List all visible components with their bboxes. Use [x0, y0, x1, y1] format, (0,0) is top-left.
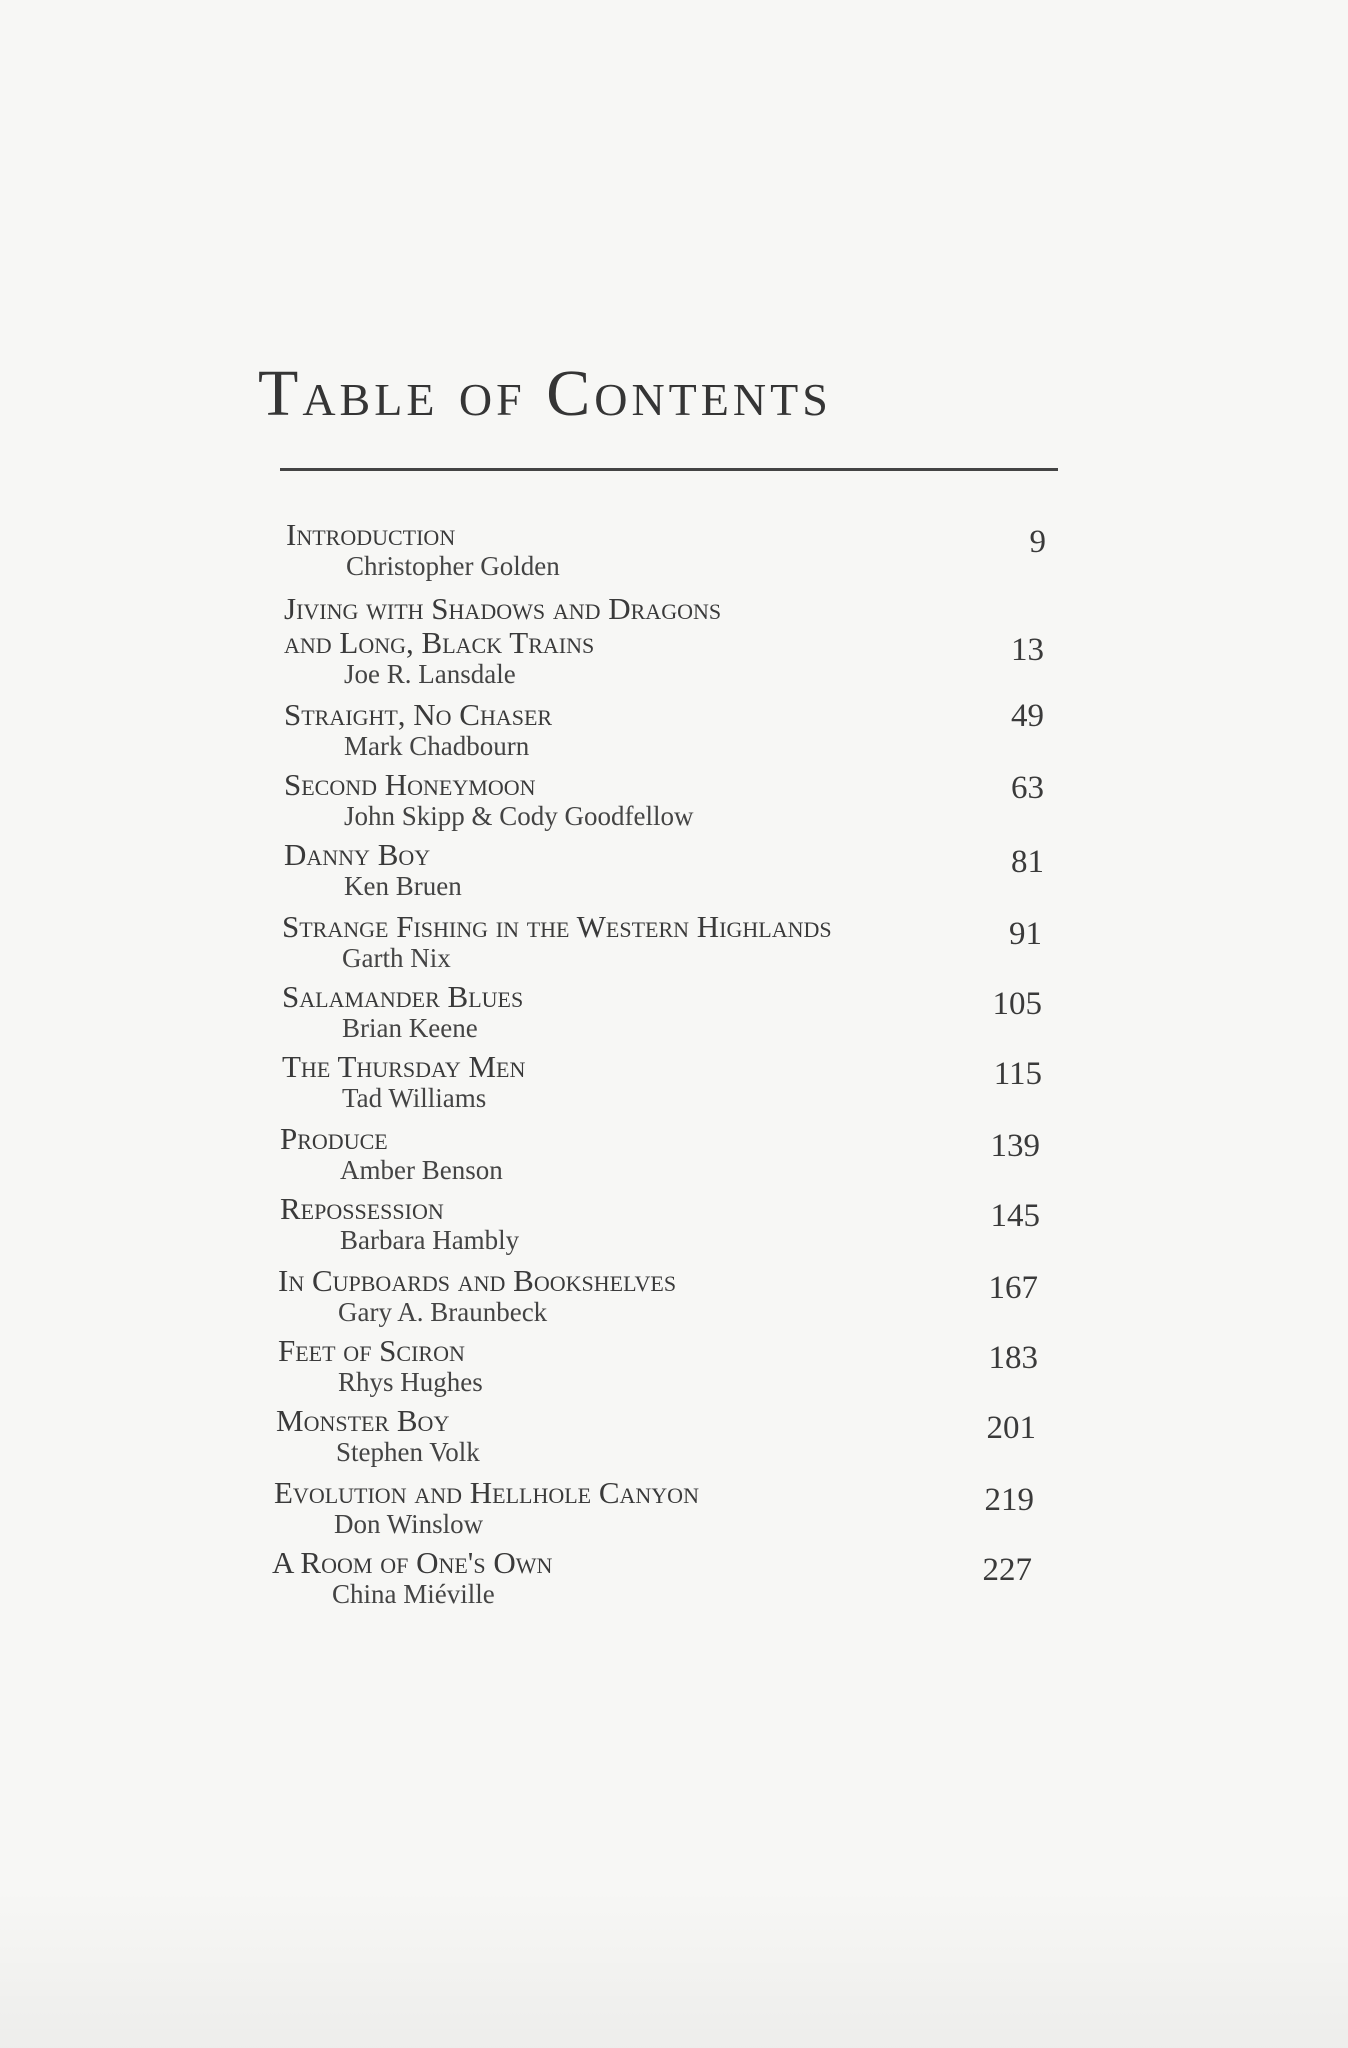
page-number: 81 — [1011, 844, 1044, 880]
story-author: John Skipp & Cody Goodfellow — [344, 801, 694, 831]
story-title: Monster Boy — [276, 1403, 450, 1438]
toc-entry — [282, 980, 1042, 1042]
page-number: 9 — [1029, 524, 1046, 560]
page-number: 139 — [990, 1128, 1040, 1164]
story-title: Jiving with Shadows and Dragons — [284, 591, 722, 626]
story-title: Produce — [280, 1121, 388, 1156]
story-author: Mark Chadbourn — [344, 731, 530, 761]
page-number: 49 — [1011, 698, 1044, 734]
story-title: In Cupboards and Bookshelves — [278, 1263, 677, 1298]
toc-entry — [274, 1476, 1034, 1538]
toc-entry — [286, 518, 1046, 580]
story-title: Evolution and Hellhole Canyon — [274, 1475, 699, 1510]
toc-entry — [276, 1404, 1036, 1466]
story-author: Christopher Golden — [346, 551, 560, 581]
page-title: Table of Contents — [258, 357, 832, 430]
toc-entry — [272, 1546, 1032, 1608]
story-author: Don Winslow — [334, 1509, 484, 1539]
story-title-continued: and Long, Black Trains — [284, 625, 595, 660]
story-title: Introduction — [286, 517, 456, 552]
story-title: Repossession — [280, 1191, 444, 1226]
story-title: Feet of Sciron — [278, 1333, 465, 1368]
toc-entry — [282, 910, 1042, 972]
story-title: A Room of One's Own — [272, 1545, 553, 1580]
story-author: Amber Benson — [340, 1155, 503, 1185]
page-number: 105 — [992, 986, 1042, 1022]
story-title: Salamander Blues — [282, 979, 524, 1014]
toc-entry — [280, 1122, 1040, 1184]
page-number: 63 — [1011, 770, 1044, 806]
toc-entry — [284, 768, 1044, 830]
toc-entry — [284, 698, 1044, 760]
story-title: Straight, No Chaser — [284, 697, 553, 732]
toc-entry — [280, 1192, 1040, 1254]
page-number: 145 — [990, 1198, 1040, 1234]
story-title: Strange Fishing in the Western Highlands — [282, 909, 832, 944]
story-author: Gary A. Braunbeck — [338, 1297, 548, 1327]
page-number: 219 — [984, 1482, 1034, 1518]
page-number: 183 — [988, 1340, 1038, 1376]
page-number: 201 — [986, 1410, 1036, 1446]
story-author: China Miéville — [332, 1579, 495, 1609]
story-author: Barbara Hambly — [340, 1225, 520, 1255]
toc-entry — [284, 838, 1044, 900]
story-title: Danny Boy — [284, 837, 431, 872]
toc-entry — [278, 1334, 1038, 1396]
story-author: Stephen Volk — [336, 1437, 480, 1467]
story-title: The Thursday Men — [282, 1049, 526, 1084]
page-number: 91 — [1009, 916, 1042, 952]
story-author: Garth Nix — [342, 943, 451, 973]
story-author: Tad Williams — [342, 1083, 487, 1113]
page-bottom-shadow — [0, 1888, 1348, 2048]
page-number: 115 — [993, 1056, 1042, 1092]
story-author: Joe R. Lansdale — [344, 659, 516, 689]
toc-entry — [284, 592, 1044, 688]
story-title: Second Honeymoon — [284, 767, 536, 802]
toc-entry — [282, 1050, 1042, 1112]
story-author: Ken Bruen — [344, 871, 462, 901]
toc-entry — [278, 1264, 1038, 1326]
story-author: Brian Keene — [342, 1013, 478, 1043]
page-number: 227 — [982, 1552, 1032, 1588]
page-number: 13 — [1011, 632, 1044, 668]
story-author: Rhys Hughes — [338, 1367, 483, 1397]
page-number: 167 — [988, 1270, 1038, 1306]
